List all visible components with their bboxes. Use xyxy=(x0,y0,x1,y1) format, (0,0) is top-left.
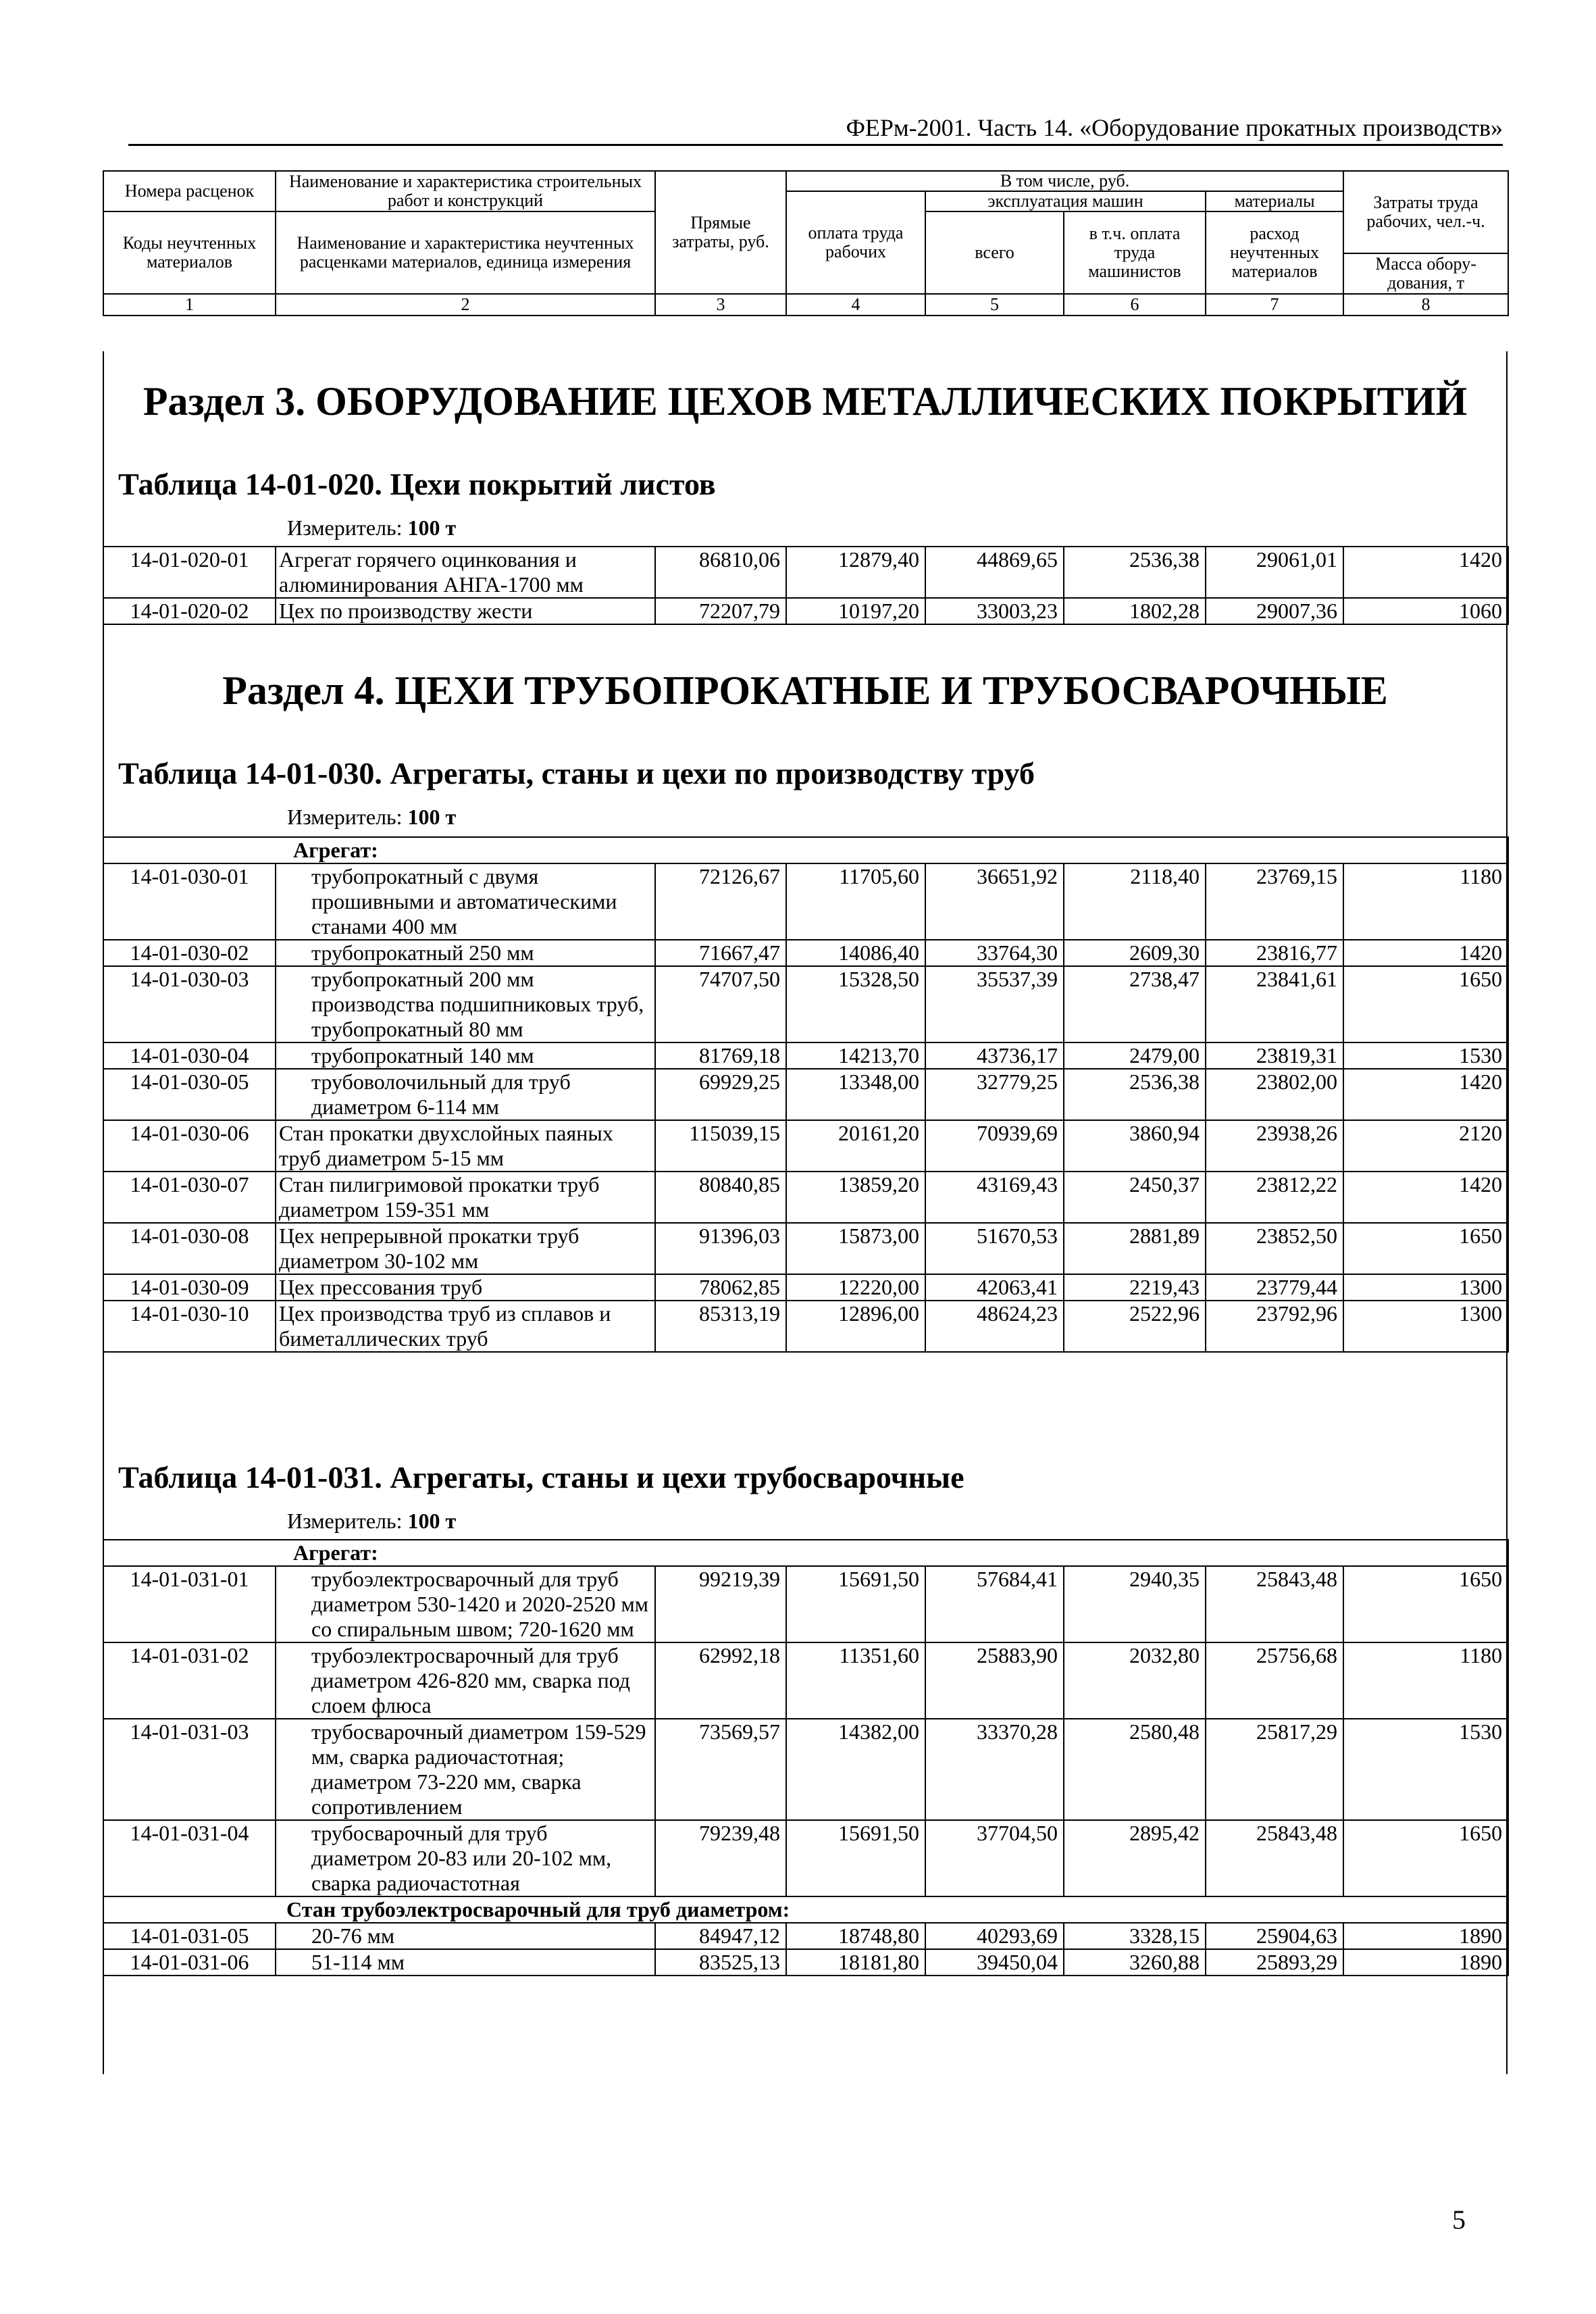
row-code: 14-01-031-01 xyxy=(103,1566,276,1642)
row-code: 14-01-030-03 xyxy=(103,966,276,1042)
row-direct: 78062,85 xyxy=(655,1274,786,1301)
section-3-title: Раздел 3. ОБОРУДОВАНИЕ ЦЕХОВ МЕТАЛЛИЧЕСКИХ ПОКРЫТИЙ xyxy=(143,379,1468,424)
row-labor: 12879,40 xyxy=(786,547,925,598)
row-mat: 25756,68 xyxy=(1206,1642,1343,1719)
row-mach-labor: 3860,94 xyxy=(1064,1120,1206,1172)
row-mach: 32779,25 xyxy=(925,1069,1064,1120)
row-mach: 42063,41 xyxy=(925,1274,1064,1301)
colnum-5: 5 xyxy=(925,294,1064,316)
table-031 xyxy=(103,1539,1509,1976)
row-last: 1530 xyxy=(1343,1719,1508,1820)
row-name: Цех прессования труб xyxy=(276,1274,655,1301)
colnum-7: 7 xyxy=(1206,294,1343,316)
row-last: 1890 xyxy=(1343,1923,1508,1949)
row-labor: 15873,00 xyxy=(786,1223,925,1274)
row-labor: 18748,80 xyxy=(786,1923,925,1949)
row-direct: 80840,85 xyxy=(655,1172,786,1223)
row-mach: 37704,50 xyxy=(925,1820,1064,1896)
running-header: ФЕРм-2001. Часть 14. «Оборудование прокатных производств» xyxy=(846,114,1503,141)
row-mach-labor: 2479,00 xyxy=(1064,1042,1206,1069)
row-code: 14-01-030-02 xyxy=(103,940,276,966)
row-mach-labor: 2609,30 xyxy=(1064,940,1206,966)
col8-bottom: Масса обору-дования, т xyxy=(1343,253,1508,294)
row-mat: 25843,48 xyxy=(1206,1820,1343,1896)
row-mat: 25817,29 xyxy=(1206,1719,1343,1820)
row-mach-labor: 3328,15 xyxy=(1064,1923,1206,1949)
section-4-title: Раздел 4. ЦЕХИ ТРУБОПРОКАТНЫЕ И ТРУБОСВАРОЧНЫЕ xyxy=(222,668,1388,713)
row-name: трубоэлектросварочный для труб диаметром 530-1420 и 2020-2520 мм со спиральным швом; 720-1620 мм xyxy=(276,1566,655,1642)
row-labor: 13859,20 xyxy=(786,1172,925,1223)
row-code: 14-01-030-09 xyxy=(103,1274,276,1301)
colnum-8: 8 xyxy=(1343,294,1508,316)
row-code: 14-01-031-06 xyxy=(103,1949,276,1976)
row-direct: 72207,79 xyxy=(655,598,786,624)
row-direct: 73569,57 xyxy=(655,1719,786,1820)
row-name: Цех производства труб из сплавов и биметаллических труб xyxy=(276,1301,655,1352)
col5: всего xyxy=(925,211,1064,294)
row-name: Цех непрерывной прокатки труб диаметром 30-102 мм xyxy=(276,1223,655,1274)
row-mach-labor: 2940,35 xyxy=(1064,1566,1206,1642)
table-030 xyxy=(103,836,1509,1353)
table-row xyxy=(103,1172,1508,1223)
row-mach: 33003,23 xyxy=(925,598,1064,624)
table-row xyxy=(103,1042,1508,1069)
row-code: 14-01-020-01 xyxy=(103,547,276,598)
row-mat: 23792,96 xyxy=(1206,1301,1343,1352)
row-last: 1530 xyxy=(1343,1042,1508,1069)
row-last: 1180 xyxy=(1343,1642,1508,1719)
table-row xyxy=(103,1719,1508,1820)
group-row xyxy=(103,1540,1508,1566)
row-mach-labor: 2536,38 xyxy=(1064,547,1206,598)
table-031-unit: Измеритель: 100 т xyxy=(287,1509,457,1533)
row-mach: 36651,92 xyxy=(925,863,1064,940)
row-mat: 29007,36 xyxy=(1206,598,1343,624)
row-mach: 43169,43 xyxy=(925,1172,1064,1223)
row-mach-labor: 1802,28 xyxy=(1064,598,1206,624)
row-name: трубопрокатный 200 мм производства подшипниковых труб, трубопрокатный 80 мм xyxy=(276,966,655,1042)
row-last: 1300 xyxy=(1343,1274,1508,1301)
table-row xyxy=(103,1223,1508,1274)
row-direct: 115039,15 xyxy=(655,1120,786,1172)
row-mach-labor: 2032,80 xyxy=(1064,1642,1206,1719)
row-mach: 57684,41 xyxy=(925,1566,1064,1642)
row-last: 2120 xyxy=(1343,1120,1508,1172)
row-labor: 15691,50 xyxy=(786,1566,925,1642)
row-direct: 74707,50 xyxy=(655,966,786,1042)
row-last: 1420 xyxy=(1343,547,1508,598)
row-labor: 11705,60 xyxy=(786,863,925,940)
table-row xyxy=(103,1923,1508,1949)
row-last: 1180 xyxy=(1343,863,1508,940)
row-direct: 69929,25 xyxy=(655,1069,786,1120)
col6: в т.ч. оплата труда машинистов xyxy=(1064,211,1206,294)
group-row xyxy=(103,837,1508,863)
table-020-title: Таблица 14-01-020. Цехи покрытий листов xyxy=(118,467,716,501)
row-code: 14-01-030-06 xyxy=(103,1120,276,1172)
header-rule xyxy=(128,144,1503,146)
table-031-body xyxy=(103,1566,1508,1896)
row-code: 14-01-030-08 xyxy=(103,1223,276,1274)
row-labor: 15328,50 xyxy=(786,966,925,1042)
row-mach: 33370,28 xyxy=(925,1719,1064,1820)
col3: Прямые затраты, руб. xyxy=(655,171,786,294)
table-row xyxy=(103,1069,1508,1120)
row-labor: 13348,00 xyxy=(786,1069,925,1120)
row-mach-labor: 2580,48 xyxy=(1064,1719,1206,1820)
table-row xyxy=(103,1949,1508,1976)
row-mat: 23852,50 xyxy=(1206,1223,1343,1274)
row-last: 1420 xyxy=(1343,940,1508,966)
row-mach: 44869,65 xyxy=(925,547,1064,598)
row-mat: 23812,22 xyxy=(1206,1172,1343,1223)
row-mach-labor: 2219,43 xyxy=(1064,1274,1206,1301)
row-code: 14-01-030-04 xyxy=(103,1042,276,1069)
table-row xyxy=(103,547,1508,598)
row-name: 20-76 мм xyxy=(276,1923,655,1949)
row-direct: 83525,13 xyxy=(655,1949,786,1976)
col-incl: В том числе, руб. xyxy=(786,171,1343,191)
row-direct: 71667,47 xyxy=(655,940,786,966)
row-labor: 11351,60 xyxy=(786,1642,925,1719)
row-last: 1420 xyxy=(1343,1172,1508,1223)
col1-bottom: Коды неучтенных материалов xyxy=(103,211,276,294)
row-name: трубопрокатный с двумя прошивными и автоматическими станами 400 мм xyxy=(276,863,655,940)
row-code: 14-01-031-05 xyxy=(103,1923,276,1949)
row-mach-labor: 2738,47 xyxy=(1064,966,1206,1042)
row-direct: 91396,03 xyxy=(655,1223,786,1274)
row-mach-labor: 2118,40 xyxy=(1064,863,1206,940)
row-labor: 14086,40 xyxy=(786,940,925,966)
row-labor: 12896,00 xyxy=(786,1301,925,1352)
table-031-title: Таблица 14-01-031. Агрегаты, станы и цехи трубосварочные xyxy=(118,1460,964,1494)
row-direct: 62992,18 xyxy=(655,1642,786,1719)
table-row xyxy=(103,1820,1508,1896)
row-labor: 14213,70 xyxy=(786,1042,925,1069)
row-name: трубосварочный диаметром 159-529 мм, сварка радиочастотная; диаметром 73-220 мм, сварка сопротивлением xyxy=(276,1719,655,1820)
colnum-6: 6 xyxy=(1064,294,1206,316)
row-mach-labor: 2881,89 xyxy=(1064,1223,1206,1274)
table-row xyxy=(103,1642,1508,1719)
row-name: трубосварочный для труб диаметром 20-83 или 20-102 мм, сварка радиочастотная xyxy=(276,1820,655,1896)
row-mach: 35537,39 xyxy=(925,966,1064,1042)
colnum-3: 3 xyxy=(655,294,786,316)
row-code: 14-01-030-07 xyxy=(103,1172,276,1223)
row-code: 14-01-031-04 xyxy=(103,1820,276,1896)
table-row xyxy=(103,1120,1508,1172)
col4: оплата труда рабочих xyxy=(786,191,925,294)
row-mach-labor: 2450,37 xyxy=(1064,1172,1206,1223)
table-031-body-mill xyxy=(103,1923,1508,1976)
row-mach-labor: 2895,42 xyxy=(1064,1820,1206,1896)
table-row xyxy=(103,863,1508,940)
row-code: 14-01-030-10 xyxy=(103,1301,276,1352)
table-row xyxy=(103,1274,1508,1301)
row-mat: 23816,77 xyxy=(1206,940,1343,966)
row-last: 1650 xyxy=(1343,1223,1508,1274)
row-labor: 20161,20 xyxy=(786,1120,925,1172)
table-row xyxy=(103,1566,1508,1642)
group-label: Агрегат: xyxy=(103,837,1508,863)
row-code: 14-01-031-02 xyxy=(103,1642,276,1719)
row-mach-labor: 2522,96 xyxy=(1064,1301,1206,1352)
row-mach: 51670,53 xyxy=(925,1223,1064,1274)
col8-top: Затраты труда рабочих, чел.-ч. xyxy=(1343,171,1508,253)
row-mach: 33764,30 xyxy=(925,940,1064,966)
row-code: 14-01-020-02 xyxy=(103,598,276,624)
row-mach: 40293,69 xyxy=(925,1923,1064,1949)
row-labor: 12220,00 xyxy=(786,1274,925,1301)
page-number: 5 xyxy=(1452,2205,1466,2235)
row-mach: 70939,69 xyxy=(925,1120,1064,1172)
col1-top: Номера расценок xyxy=(103,171,276,211)
group-row xyxy=(103,1896,1508,1923)
table-row xyxy=(103,598,1508,624)
row-last: 1060 xyxy=(1343,598,1508,624)
row-mat: 29061,01 xyxy=(1206,547,1343,598)
row-mat: 25843,48 xyxy=(1206,1566,1343,1642)
row-name: 51-114 мм xyxy=(276,1949,655,1976)
row-direct: 81769,18 xyxy=(655,1042,786,1069)
row-last: 1650 xyxy=(1343,1820,1508,1896)
row-mach: 48624,23 xyxy=(925,1301,1064,1352)
row-direct: 72126,67 xyxy=(655,863,786,940)
colnum-2: 2 xyxy=(276,294,655,316)
row-name: Стан прокатки двухслойных паяных труб диаметром 5-15 мм xyxy=(276,1120,655,1172)
row-mach: 39450,04 xyxy=(925,1949,1064,1976)
row-name: трубоэлектросварочный для труб диаметром 426-820 мм, сварка под слоем флюса xyxy=(276,1642,655,1719)
row-direct: 85313,19 xyxy=(655,1301,786,1352)
row-mach-labor: 2536,38 xyxy=(1064,1069,1206,1120)
table-030-body xyxy=(103,863,1508,1352)
row-name: Цех по производству жести xyxy=(276,598,655,624)
row-mat: 23779,44 xyxy=(1206,1274,1343,1301)
row-mach-labor: 3260,88 xyxy=(1064,1949,1206,1976)
row-mat: 25893,29 xyxy=(1206,1949,1343,1976)
table-030-unit: Измеритель: 100 т xyxy=(287,805,457,829)
row-last: 1650 xyxy=(1343,1566,1508,1642)
table-row xyxy=(103,940,1508,966)
row-direct: 99219,39 xyxy=(655,1566,786,1642)
row-mat: 23841,61 xyxy=(1206,966,1343,1042)
row-mach: 25883,90 xyxy=(925,1642,1064,1719)
row-last: 1420 xyxy=(1343,1069,1508,1120)
row-labor: 10197,20 xyxy=(786,598,925,624)
row-mat: 23938,26 xyxy=(1206,1120,1343,1172)
table-row xyxy=(103,1301,1508,1352)
row-code: 14-01-030-01 xyxy=(103,863,276,940)
row-name: трубопрокатный 250 мм xyxy=(276,940,655,966)
row-code: 14-01-030-05 xyxy=(103,1069,276,1120)
row-direct: 86810,06 xyxy=(655,547,786,598)
row-name: Агрегат горячего оцинкования и алюминирования АНГА-1700 мм xyxy=(276,547,655,598)
row-direct: 79239,48 xyxy=(655,1820,786,1896)
colnum-4: 4 xyxy=(786,294,925,316)
table-020-unit: Измеритель: 100 т xyxy=(287,515,457,540)
column-header-table xyxy=(103,170,1509,316)
row-mat: 23802,00 xyxy=(1206,1069,1343,1120)
table-row xyxy=(103,966,1508,1042)
row-name: трубопрокатный 140 мм xyxy=(276,1042,655,1069)
group-label: Агрегат: xyxy=(103,1540,1508,1566)
row-mat: 25904,63 xyxy=(1206,1923,1343,1949)
col2-bottom: Наименование и характеристика неучтенных расценками материалов, единица измерения xyxy=(276,211,655,294)
row-labor: 15691,50 xyxy=(786,1820,925,1896)
row-direct: 84947,12 xyxy=(655,1923,786,1949)
row-mat: 23819,31 xyxy=(1206,1042,1343,1069)
col-machines: эксплуатация машин xyxy=(925,191,1206,211)
row-labor: 14382,00 xyxy=(786,1719,925,1820)
col7: расход неучтенных материалов xyxy=(1206,211,1343,294)
row-name: Стан пилигримовой прокатки труб диаметром 159-351 мм xyxy=(276,1172,655,1223)
row-last: 1890 xyxy=(1343,1949,1508,1976)
table-030-title: Таблица 14-01-030. Агрегаты, станы и цехи по производству труб xyxy=(118,756,1035,790)
row-mat: 23769,15 xyxy=(1206,863,1343,940)
table-020 xyxy=(103,546,1509,625)
row-name: трубоволочильный для труб диаметром 6-114 мм xyxy=(276,1069,655,1120)
row-last: 1300 xyxy=(1343,1301,1508,1352)
group-label-mill: Стан трубоэлектросварочный для труб диаметром: xyxy=(103,1896,1508,1923)
row-mach: 43736,17 xyxy=(925,1042,1064,1069)
col-materials: материалы xyxy=(1206,191,1343,211)
row-last: 1650 xyxy=(1343,966,1508,1042)
colnum-1: 1 xyxy=(103,294,276,316)
row-code: 14-01-031-03 xyxy=(103,1719,276,1820)
row-labor: 18181,80 xyxy=(786,1949,925,1976)
col2-top: Наименование и характеристика строительных работ и конструкций xyxy=(276,171,655,211)
